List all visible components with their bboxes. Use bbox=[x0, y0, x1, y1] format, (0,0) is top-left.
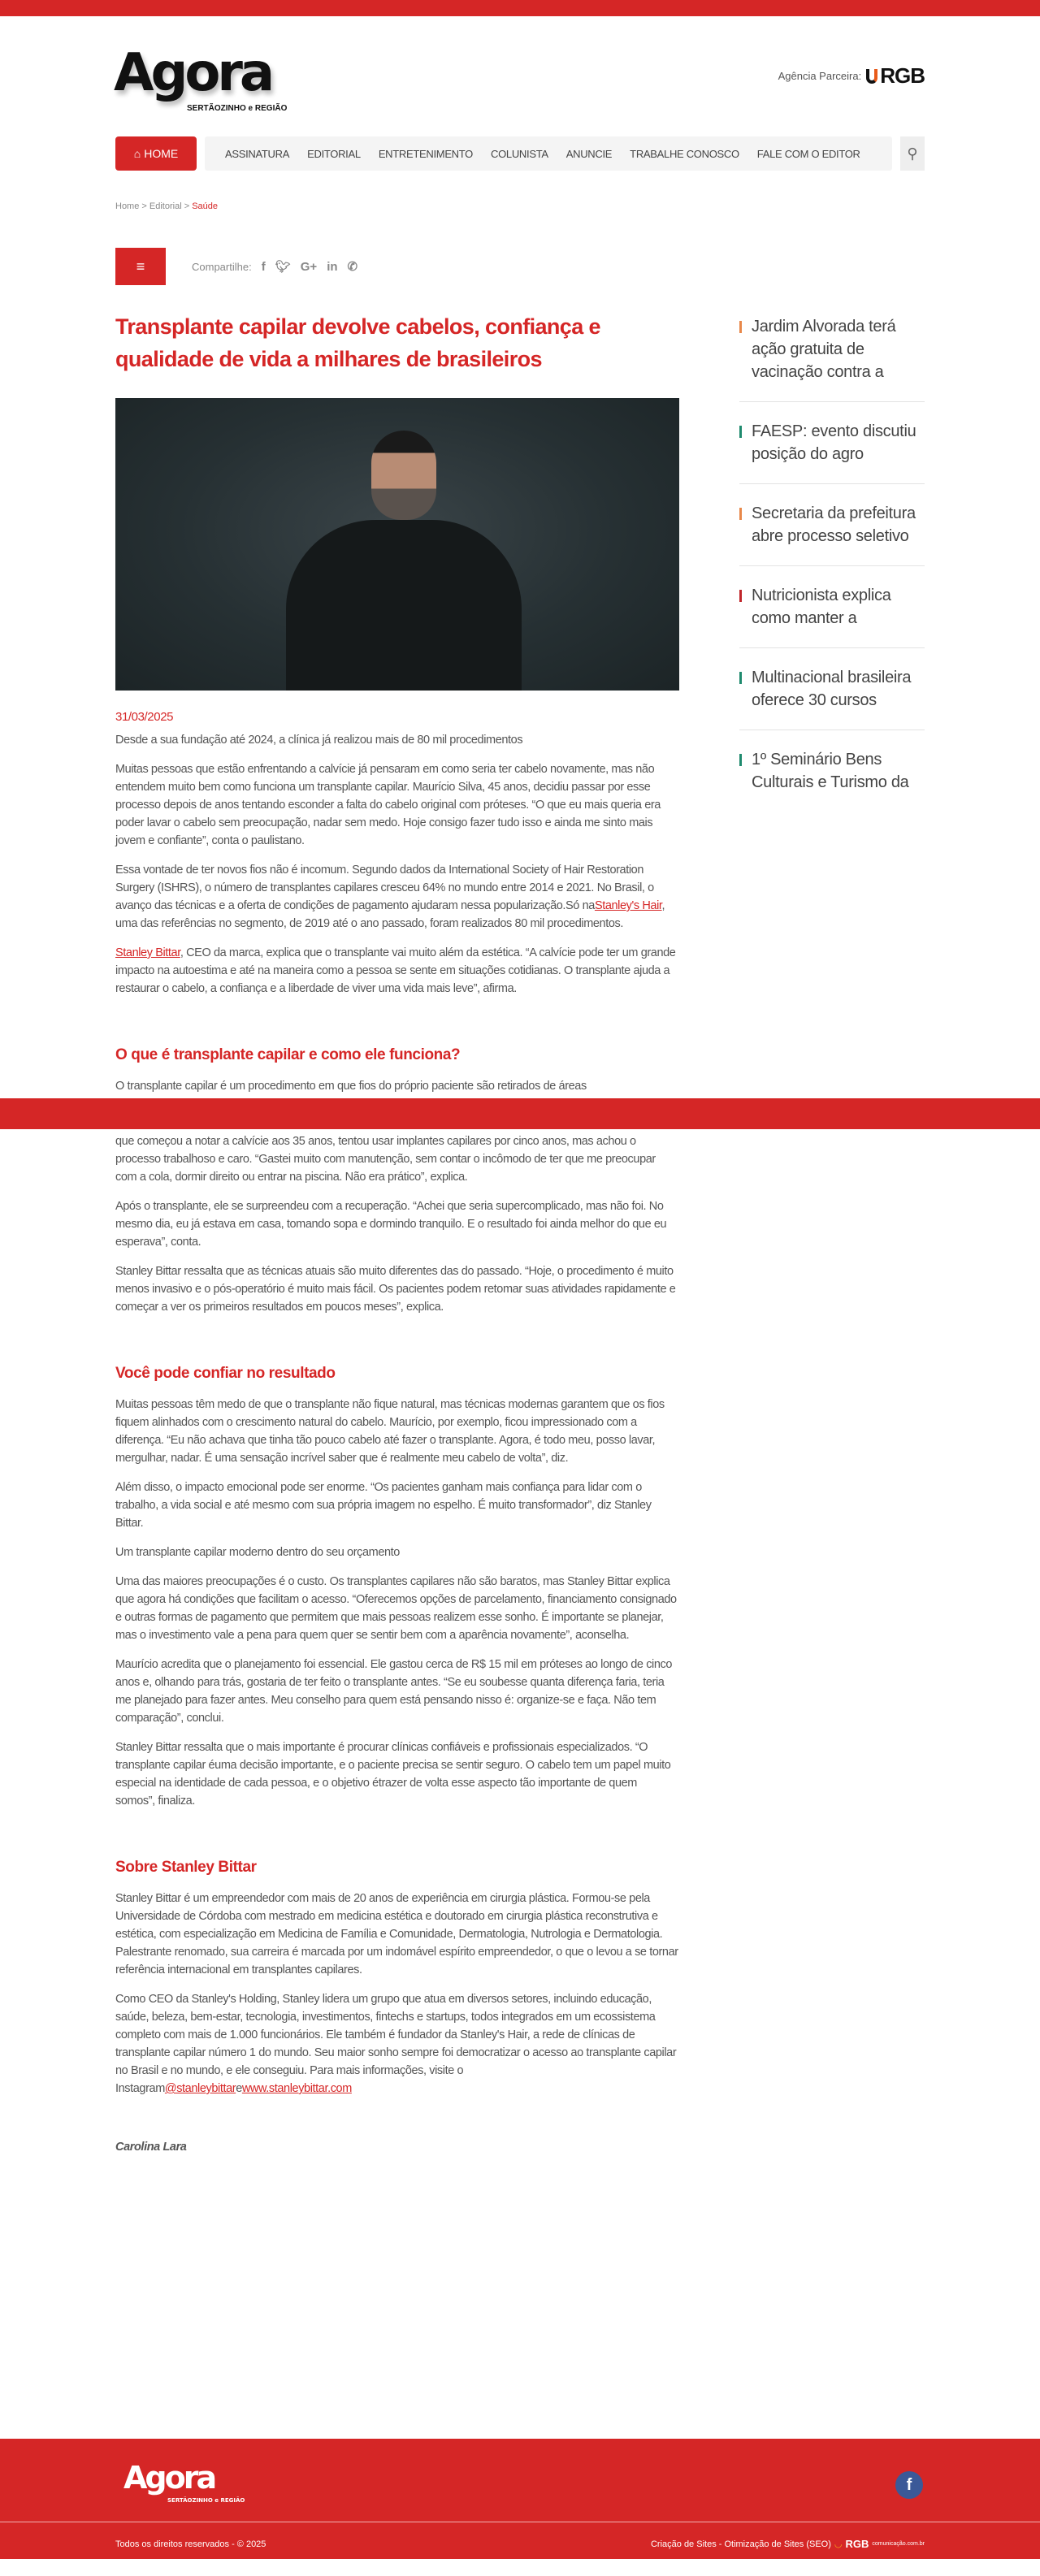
nav-item-trabalhe-conosco[interactable]: TRABALHE CONOSCO bbox=[630, 147, 739, 160]
sticky-header-bar bbox=[0, 1098, 1040, 1129]
partner-label: Agência Parceira: bbox=[778, 70, 862, 82]
breadcrumb bbox=[115, 201, 218, 211]
nav-item-anuncie[interactable]: ANUNCIE bbox=[566, 147, 613, 160]
nav-home-label: HOME bbox=[144, 147, 179, 160]
footer-logo-text: Agora bbox=[124, 2460, 215, 2496]
home-icon: ⌂ bbox=[133, 147, 141, 160]
stanley-bittar-link[interactable]: Stanley Bittar bbox=[115, 946, 180, 959]
paragraph: Muitas pessoas têm medo de que o transplante não fique natural, mas técnicas modernas garantem que os fios fiquem alinhados com o crescimento natural do cabelo. Maurício, por exemplo, ficou impressionado com a diferença. “Eu não achava que tinha tão pouco cabelo até fazer o transplante. Agora, é todo meu, posso lavar, mergulhar, nadar. É uma sensação incrível saber que é realmente meu cabelo de volta”, diz. bbox=[115, 1398, 665, 1465]
text: Como CEO da Stanley's Holding, Stanley lidera um grupo que atua em diversos setores, incluindo educação, saúde, beleza, bem-estar, tecnologia, investimentos, fintechs e startups, todos integrados em um ecossistema completo com mais de 1.000 funcionários. Ele também é fundador da Stanley's Hair, a rede de clínicas de transplante capilar número 1 do mundo. Seu maior sonho sempre foi democratizar o acesso ao transplante capilar no Brasil e no mundo, e ele conseguiu. Para mais informações, visite o Instagram bbox=[115, 1993, 677, 2095]
breadcrumb-home[interactable]: Home bbox=[115, 201, 140, 211]
partner-name: RGB bbox=[880, 63, 925, 88]
nav-menu bbox=[205, 136, 892, 171]
photo-figure-head bbox=[371, 431, 436, 520]
breadcrumb-sep: > bbox=[139, 201, 150, 211]
logo-tagline: SERTÃOZINHO e REGIÃO bbox=[187, 104, 288, 113]
sidebar-news-item[interactable] bbox=[739, 502, 925, 566]
whatsapp-icon[interactable]: ✆ bbox=[347, 260, 358, 274]
paragraph: Um transplante capilar moderno dentro do seu orçamento bbox=[115, 1546, 400, 1559]
article-photo bbox=[115, 398, 679, 691]
paragraph bbox=[115, 861, 679, 933]
credit-brand: RGB bbox=[845, 2538, 869, 2550]
news-marker bbox=[739, 754, 742, 766]
section-heading: O que é transplante capilar e como ele funciona? bbox=[115, 1046, 461, 1063]
paragraph bbox=[115, 944, 679, 998]
sidebar-news-item[interactable] bbox=[739, 420, 925, 484]
paragraph bbox=[115, 1990, 679, 2098]
nav-item-editorial[interactable]: EDITORIAL bbox=[307, 147, 361, 160]
twitter-icon[interactable]: 🐦︎ bbox=[275, 260, 291, 274]
text: , CEO da marca, explica que o transplante vai muito além da estética. “A calvície pode ter um grande impacto na autoestima e até na maneira como a pessoa se sente em situações cotidianas. O transplante ajuda a restaurar o cabelo, a confiança e a liberdade de viver uma vida mais leve”, afirma. bbox=[115, 946, 676, 995]
credit-text: Criação de Sites - Otimização de Sites (SEO) bbox=[650, 2539, 831, 2549]
sidebar-news-item[interactable] bbox=[739, 584, 925, 648]
sidebar-news-item[interactable] bbox=[739, 315, 925, 402]
paragraph: Stanley Bittar ressalta que as técnicas atuais são muito diferentes das do passado. “Hoje, o procedimento é muito menos invasivo e o pós-operatório é muito mais fácil. Os pacientes podem retomar suas atividades rapidamente e começar a ver os primeiros resultados em poucos meses”, explica. bbox=[115, 1265, 676, 1314]
news-marker bbox=[739, 672, 742, 684]
search-button[interactable] bbox=[900, 136, 925, 171]
article-lead: Desde a sua fundação até 2024, a clínica já realizou mais de 80 mil procedimentos bbox=[115, 734, 523, 747]
facebook-icon: f bbox=[906, 2475, 912, 2494]
article-author: Carolina Lara bbox=[115, 2141, 187, 2154]
top-bar bbox=[0, 0, 1040, 16]
article-title: Transplante capilar devolve cabelos, confiança e qualidade de vida a milhares de brasileiros bbox=[115, 314, 600, 371]
logo-text: Agora bbox=[114, 43, 272, 103]
nav-item-colunista[interactable]: COLUNISTA bbox=[491, 147, 548, 160]
rgb-logo-icon bbox=[866, 69, 878, 84]
paragraph: Muitas pessoas que estão enfrentando a calvície já pensaram em como seria ter cabelo novamente, mas não entendem muito bem como funciona um transplante capilar. Maurício Silva, 45 anos, decidiu passar por esse processo depois de anos tentando esconder a falta do cabelo original com próteses. “O que eu mais queria era poder lavar o cabelo sem preocupação, nadar sem medo. Hoje consigo fazer tudo isso e ainda me sinto mais jovem e confiante”, conta o paulistano. bbox=[115, 763, 661, 847]
paragraph: Uma das maiores preocupações é o custo. Os transplantes capilares não são baratos, mas Stanley Bittar explica que agora há condições que facilitam o acesso. “Oferecemos opções de parcelamento, financiamento consignado e outras formas de pagamento que permitem que mais pessoas realizem esse sonho. É importante se planejar, mas o investimento vale a pena para quem quer se sentir bem com a aparência novamente”, aconselha. bbox=[115, 1575, 677, 1642]
partner-agency[interactable] bbox=[778, 63, 925, 89]
sidebar-news bbox=[739, 315, 925, 829]
news-marker bbox=[739, 508, 742, 520]
breadcrumb-sep: > bbox=[181, 201, 193, 211]
share-bar bbox=[115, 248, 358, 285]
breadcrumb-current: Saúde bbox=[192, 201, 218, 211]
sidebar-news-item[interactable] bbox=[739, 748, 925, 812]
text: , uma das referências no segmento, de 2019 até o ano passado, foram realizados 80 mil procedimentos. bbox=[115, 899, 665, 930]
news-marker bbox=[739, 590, 742, 602]
footer bbox=[0, 2439, 1040, 2559]
linkedin-icon[interactable]: in bbox=[327, 259, 338, 274]
nav-item-entretenimento[interactable]: ENTRETENIMENTO bbox=[378, 147, 473, 160]
news-title: Multinacional brasileira oferece 30 cursos bbox=[752, 669, 912, 709]
credit-domain: comunicação.com.br bbox=[872, 2541, 925, 2547]
news-marker bbox=[739, 426, 742, 438]
website-link[interactable]: www.stanleybittar.com bbox=[241, 2082, 352, 2095]
facebook-icon[interactable]: f bbox=[261, 259, 266, 274]
facebook-button[interactable] bbox=[895, 2471, 923, 2499]
paragraph: Stanley Bittar ressalta que o mais importante é procurar clínicas confiáveis e profissionais especializados. “O transplante capilar éuma decisão importante, e o paciente precisa se sentir seguro. O cabelo tem um papel muito especial na identidade de cada pessoa, e o objetivo étrazer de volta esse aspecto tão importante de quem somos”, finaliza. bbox=[115, 1741, 671, 1808]
nav-item-assinatura[interactable]: ASSINATURA bbox=[225, 147, 290, 160]
text: Essa vontade de ter novos fios não é incomum. Segundo dados da International Society of Hair Restoration Surgery (ISHRS), o número de transplantes capilares cresceu 64% no mundo entre 2014 e 2021. No Brasil, o avanço das técnicas e a oferta de condições de pagamento ajudaram nessa popularização.Só na bbox=[115, 864, 654, 912]
section-heading: Sobre Stanley Bittar bbox=[115, 1859, 257, 1876]
footer-logo-tagline: SERTÃOZINHO e REGIÃO bbox=[167, 2497, 245, 2504]
paragraph: Após o transplante, ele se surpreendeu com a recuperação. “Achei que seria supercomplicado, mas não foi. No mesmo dia, eu já estava em casa, tomando sopa e dormindo tranquilo. E o resultado foi ainda melhor do que eu esperava”, conta. bbox=[115, 1200, 667, 1249]
breadcrumb-editorial[interactable]: Editorial bbox=[149, 201, 182, 211]
article-body bbox=[115, 708, 679, 2156]
paragraph bbox=[115, 1077, 679, 1186]
share-label: Compartilhe: bbox=[192, 260, 252, 273]
news-title: FAESP: evento discutiu posição do agro bbox=[752, 422, 916, 463]
paragraph: Maurício acredita que o planejamento foi essencial. Ele gastou cerca de R$ 15 mil em próteses ao longo de cinco anos e, olhando para trás, gostaria de ter feito o transplante antes. “Se eu soubesse quanta diferença faria, teria me planejado para fazer antes. Meu conselho para quem está pensando nisso é: organize-se e faça. Não tem comparação”, conclui. bbox=[115, 1658, 673, 1725]
news-title: 1º Seminário Bens Culturais e Turismo da bbox=[752, 751, 909, 791]
article-date: 31/03/2025 bbox=[115, 710, 174, 724]
photo-figure-body bbox=[286, 520, 522, 691]
nav-item-fale-com-o-editor[interactable]: FALE COM O EDITOR bbox=[756, 147, 860, 160]
text: que começou a notar a calvície aos 35 anos, tentou usar implantes capilares por cinco anos, mas achou o processo trabalhoso e caro. “Gastei muito com manutenção, sem contar o incômodo de ter que me preocupar com a cola, dormir direito ou entrar na piscina. Não era prático”, explica. bbox=[115, 1135, 656, 1184]
news-title: Jardim Alvorada terá ação gratuita de vacinação contra a bbox=[752, 318, 896, 381]
nav-home-button[interactable] bbox=[115, 136, 197, 171]
footer-logo[interactable] bbox=[124, 2460, 245, 2504]
sidebar-news-item[interactable] bbox=[739, 666, 925, 730]
section-heading: Você pode confiar no resultado bbox=[115, 1365, 336, 1382]
instagram-link[interactable]: @stanleybittar bbox=[164, 2082, 236, 2095]
rgb-flame-icon: ◡ bbox=[834, 2539, 843, 2549]
rgb-logo bbox=[866, 63, 925, 89]
news-title: Nutricionista explica como manter a bbox=[752, 587, 891, 627]
google-plus-icon[interactable]: G+ bbox=[300, 259, 318, 274]
site-credit[interactable] bbox=[651, 2538, 925, 2550]
menu-icon: ≡ bbox=[136, 258, 145, 275]
menu-button[interactable] bbox=[115, 248, 166, 285]
copyright: Todos os direitos reservados - © 2025 bbox=[115, 2539, 266, 2549]
search-icon: ⚲ bbox=[907, 145, 918, 162]
news-marker bbox=[739, 321, 742, 333]
text: O transplante capilar é um procedimento em que fios do próprio paciente são retirados de áreas bbox=[115, 1080, 587, 1093]
paragraph: Além disso, o impacto emocional pode ser enorme. “Os pacientes ganham mais confiança para lidar com o trabalho, a vida social e até mesmo com sua própria imagem no espelho. É muito transformador”, diz Stanley Bittar. bbox=[115, 1481, 652, 1530]
news-title: Secretaria da prefeitura abre processo seletivo bbox=[752, 504, 916, 545]
text: e bbox=[236, 2082, 242, 2095]
paragraph: Stanley Bittar é um empreendedor com mais de 20 anos de experiência em cirurgia plástica. Formou-se pela Universidade de Córdoba com mestrado em medicina estética e doutorado em cirurgia plástica reconstrutiva e estética, com especialização em Medicina de Família e Comunidade, Dermatologia, Nutrologia e Dermatologia. Palestrante renomado, sua carreira é marcada por um indomável espírito empreendedor, o que o levou a se tornar referência internacional em transplantes capilares. bbox=[115, 1892, 678, 1976]
stanleys-hair-link[interactable]: Stanley's Hair bbox=[594, 899, 662, 912]
site-logo[interactable] bbox=[114, 43, 325, 128]
main-nav bbox=[115, 136, 925, 171]
